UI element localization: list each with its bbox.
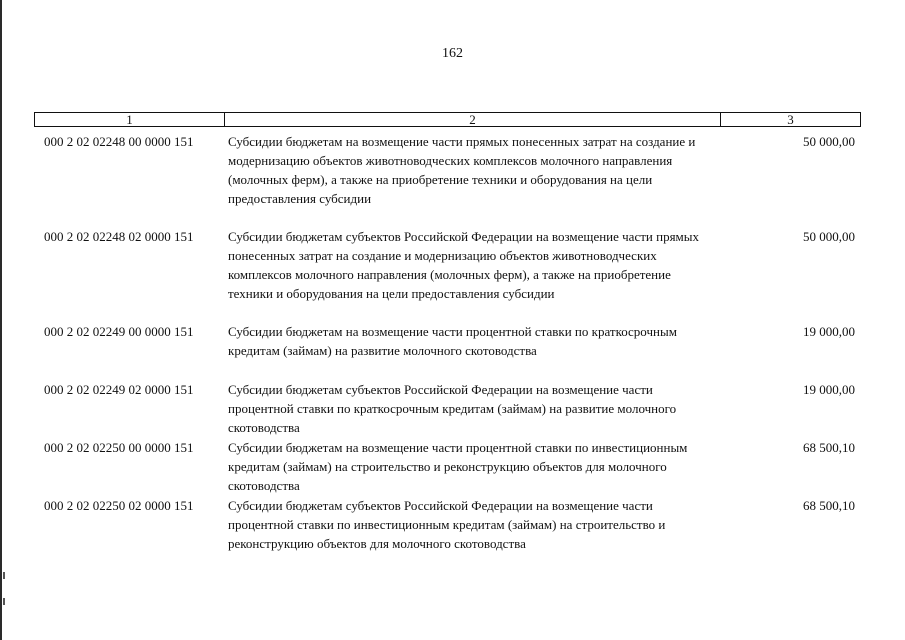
table-header: [34, 112, 861, 127]
budget-code: 000 2 02 02250 00 0000 151: [44, 440, 194, 455]
column-header-2: 2: [225, 113, 721, 126]
row-description: Субсидии бюджетам на возмещение части прямых понесенных затрат на создание и модернизацию объектов животноводческих комплексов молочного направления (молочных ферм), а также на приобретение техники и оборудования на цели предоставления субсидии: [228, 134, 696, 206]
table-row: [34, 496, 861, 556]
budget-code: 000 2 02 02250 02 0000 151: [44, 498, 194, 513]
column-header-1: 1: [35, 113, 225, 126]
budget-code: 000 2 02 02249 00 0000 151: [44, 324, 194, 339]
table-row: [34, 227, 861, 322]
scan-artifact: [3, 598, 5, 605]
table-row: [34, 322, 861, 380]
row-amount: 50 000,00: [803, 229, 855, 244]
row-amount: 19 000,00: [803, 324, 855, 339]
budget-code: 000 2 02 02248 00 0000 151: [44, 134, 194, 149]
column-header-3: 3: [787, 112, 794, 127]
table-row: [34, 132, 861, 227]
page-left-edge: [0, 0, 2, 640]
row-description: Субсидии бюджетам на возмещение части процентной ставки по краткосрочным кредитам (займам) на развитие молочного скотоводства: [228, 324, 677, 358]
row-amount: 68 500,10: [803, 498, 855, 513]
row-description: Субсидии бюджетам субъектов Российской Федерации на возмещение части прямых понесенных затрат на создание и модернизацию объектов животноводческих комплексов молочного направления (молочных ферм), а также на приобретение техники и оборудования на цели предоставления субсидии: [228, 229, 700, 301]
row-amount: 68 500,10: [803, 440, 855, 455]
row-amount: 19 000,00: [803, 382, 855, 397]
row-description: Субсидии бюджетам субъектов Российской Федерации на возмещение части процентной ставки по краткосрочным кредитам (займам) на развитие молочного скотоводства: [228, 382, 677, 435]
budget-code: 000 2 02 02249 02 0000 151: [44, 382, 194, 397]
budget-code: 000 2 02 02248 02 0000 151: [44, 229, 194, 244]
page-number: 162: [442, 46, 463, 61]
table-body: [34, 132, 861, 556]
table-row: [34, 438, 861, 496]
table-row: [34, 380, 861, 438]
row-description: Субсидии бюджетам на возмещение части процентной ставки по инвестиционным кредитам (займам) на строительство и реконструкцию объектов для молочного скотоводства: [228, 440, 688, 493]
scan-artifact: [3, 572, 5, 579]
row-amount: 50 000,00: [803, 134, 855, 149]
row-description: Субсидии бюджетам субъектов Российской Федерации на возмещение части процентной ставки по инвестиционным кредитам (займам) на строительство и реконструкцию объектов для молочного скотоводства: [228, 498, 666, 551]
